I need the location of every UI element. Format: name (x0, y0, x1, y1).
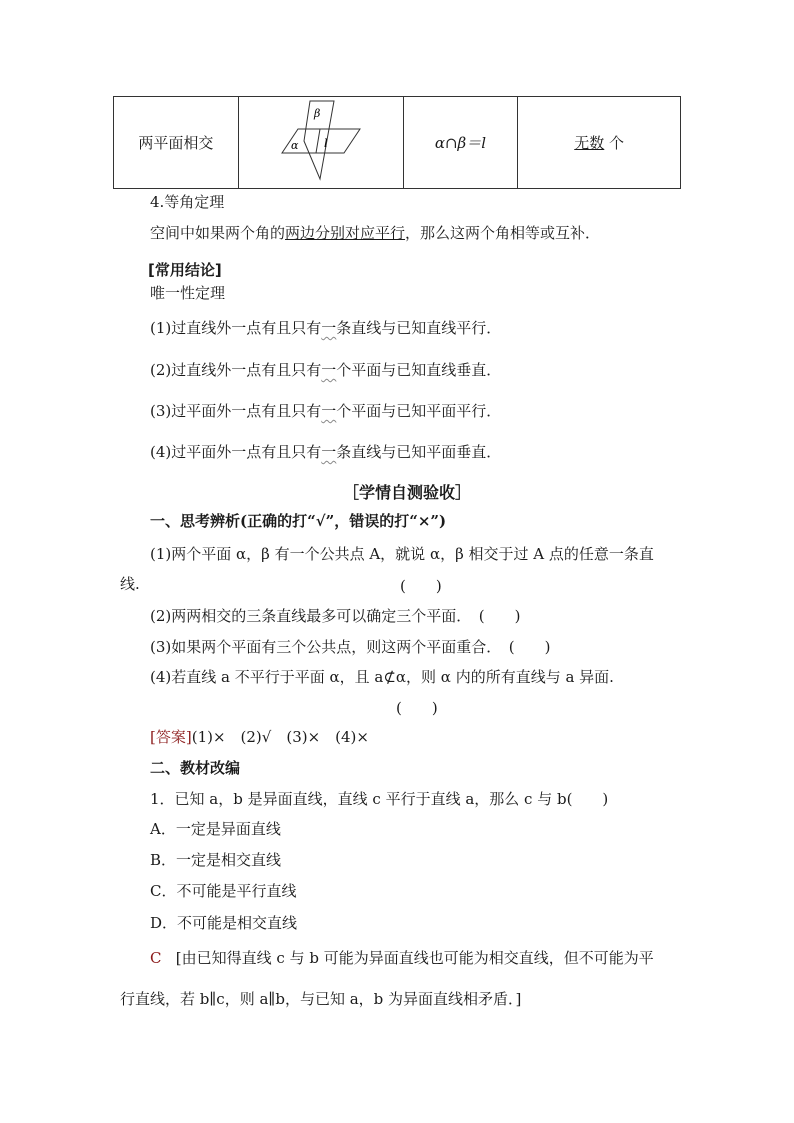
conclusions-tag: [常用结论] (148, 261, 222, 279)
solution-letter: C (150, 949, 162, 967)
alpha-label: α (290, 138, 299, 152)
self-test-banner: ［学情自测验收］ (343, 483, 472, 502)
question-4: (4)若直线 a 不平行于平面 α，且 a⊄α，则 α 内的所有直线与 a 异面. (150, 668, 614, 686)
list-item: (2)过直线外一点有且只有一个平面与已知直线垂直． (150, 361, 502, 379)
list-item: (4)过平面外一点有且只有一条直线与已知平面垂直． (150, 443, 502, 461)
intersecting-planes-figure (276, 99, 366, 183)
part1-title: 一、思考辨析(正确的打“√”，错误的打“×”) (150, 512, 447, 530)
question-2: (2)两两相交的三条直线最多可以确定三个平面． ( ) (150, 607, 521, 625)
list-item: (3)过平面外一点有且只有一个平面与已知平面平行． (150, 402, 502, 420)
relation-name-cell (114, 97, 239, 189)
relation-symbol: α∩β＝l (434, 134, 487, 152)
mc-question: 1．已知 a，b 是异面直线，直线 c 平行于直线 a，那么 c 与 b( ) (150, 790, 609, 808)
intersection-line-label: l (323, 136, 328, 150)
solution-line1: C [由已知得直线 c 与 b 可能为异面直线也可能为相交直线，但不可能为平 (150, 949, 654, 967)
question-4-paren: ( ) (396, 699, 438, 717)
question-1-line1: (1)两个平面 α，β 有一个公共点 A，就说 α，β 相交于过 A 点的任意一条直 (150, 545, 654, 563)
question-1-line2: 线. (120, 575, 140, 593)
option-c: C．不可能是平行直线 (150, 882, 297, 900)
answer-line (150, 726, 369, 747)
table-row (114, 97, 681, 189)
symbol-cell (403, 97, 518, 189)
option-a: A．一定是异面直线 (150, 820, 281, 838)
beta-label: β (313, 106, 320, 120)
solution-line2: 行直线，若 b∥c，则 a∥b，与已知 a，b 为异面直线相矛盾．] (120, 990, 522, 1008)
common-point-count: 无数 (574, 134, 605, 152)
part2-title: 二、教材改编 (150, 759, 241, 777)
conclusions-subtitle: 唯一性定理 (150, 284, 226, 302)
theorem-key-phrase: 两边分别对应平行 (285, 224, 406, 242)
figure-cell (238, 97, 403, 189)
count-cell (518, 97, 681, 189)
section-heading: 4.等角定理 (150, 193, 225, 211)
question-3: (3)如果两个平面有三个公共点，则这两个平面重合． ( ) (150, 638, 551, 656)
answer-text: (1)× (2)√ (3)× (4)× (191, 728, 369, 746)
question-1-paren: ( ) (400, 577, 442, 595)
answer-tag: [答案] (150, 728, 192, 746)
theorem-text: 空间中如果两个角的两边分别对应平行，那么这两个角相等或互补． (150, 224, 601, 242)
relation-name: 两平面相交 (138, 134, 214, 152)
option-d: D．不可能是相交直线 (150, 914, 298, 932)
count-unit: 个 (604, 134, 625, 152)
list-item: (1)过直线外一点有且只有一条直线与已知直线平行． (150, 319, 502, 337)
option-b: B．一定是相交直线 (150, 851, 282, 869)
relation-table (113, 96, 681, 189)
